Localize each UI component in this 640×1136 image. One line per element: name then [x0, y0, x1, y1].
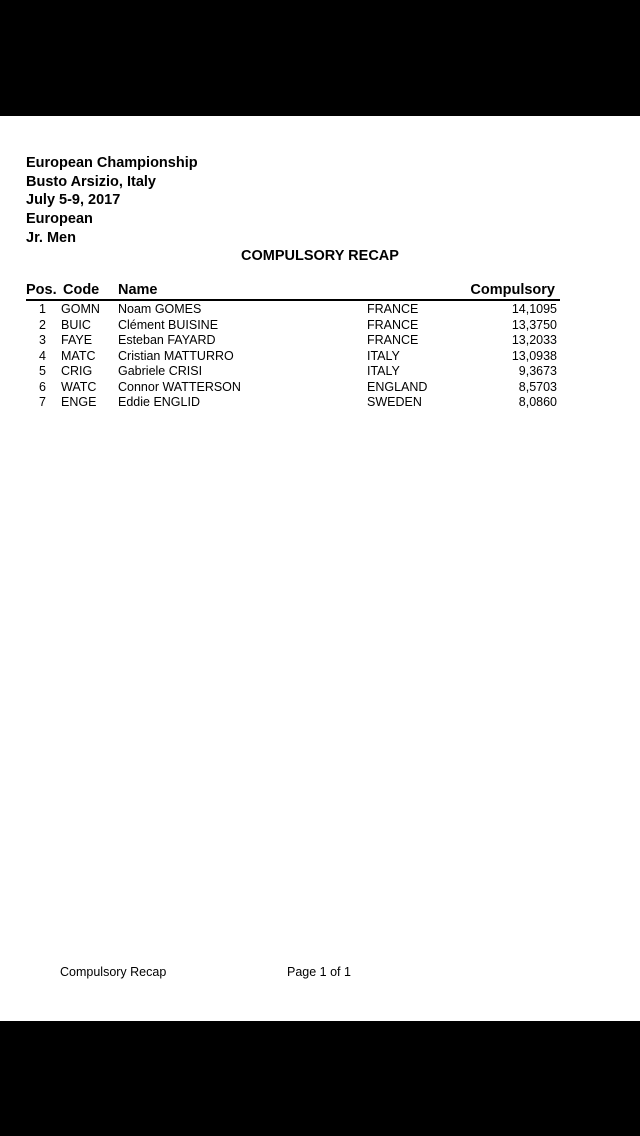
cell-nation: FRANCE — [367, 333, 419, 347]
table-row — [0, 380, 640, 396]
cell-nation: FRANCE — [367, 317, 419, 332]
cell-name: Cristian MATTURRO — [118, 348, 234, 363]
cell-code: CRIG — [61, 364, 93, 378]
column-header-pos: Pos. — [26, 282, 57, 298]
cell-code: BUIC — [61, 317, 91, 332]
table-row — [0, 364, 640, 380]
cell-score: 8,0860 — [518, 395, 557, 409]
cell-code: GOMN — [61, 302, 100, 316]
cell-code: MATC — [61, 348, 96, 363]
cell-pos: 5 — [39, 364, 46, 378]
cell-nation: FRANCE — [367, 302, 419, 316]
cell-name: Noam GOMES — [118, 302, 202, 316]
report-title: COMPULSORY RECAP — [241, 248, 399, 264]
footer-report-name: Compulsory Recap — [60, 965, 167, 979]
cell-score: 14,1095 — [511, 302, 557, 316]
cell-score: 13,0938 — [511, 348, 557, 363]
event-location: Busto Arsizio, Italy — [26, 173, 156, 190]
cell-pos: 6 — [39, 379, 46, 394]
footer-page-number: Page 1 of 1 — [287, 965, 351, 979]
cell-pos: 7 — [39, 395, 46, 409]
cell-name: Connor WATTERSON — [118, 379, 241, 394]
column-header-code: Code — [63, 282, 100, 298]
cell-name: Esteban FAYARD — [118, 333, 216, 347]
event-header — [26, 154, 198, 248]
column-header-name: Name — [118, 282, 158, 298]
cell-code: WATC — [61, 379, 97, 394]
cell-score: 13,2033 — [511, 333, 557, 347]
event-name: European Championship — [26, 155, 198, 171]
cell-score: 9,3673 — [518, 364, 557, 378]
table-row — [0, 318, 640, 334]
table-row — [0, 333, 640, 349]
cell-name: Gabriele CRISI — [118, 364, 203, 378]
document-page — [0, 116, 640, 1021]
cell-score: 8,5703 — [518, 379, 557, 394]
table-row — [0, 349, 640, 365]
cell-nation: SWEDEN — [367, 395, 422, 409]
cell-name: Eddie ENGLID — [118, 395, 200, 409]
header-rule — [26, 299, 560, 301]
table-row — [0, 302, 640, 318]
cell-pos: 3 — [39, 333, 46, 347]
column-header-compulsory: Compulsory — [470, 282, 555, 298]
cell-code: ENGE — [61, 395, 97, 409]
event-category: European — [26, 211, 93, 228]
cell-nation: ITALY — [367, 364, 400, 378]
cell-nation: ENGLAND — [367, 379, 428, 394]
cell-pos: 1 — [39, 302, 46, 316]
cell-pos: 4 — [39, 348, 46, 363]
cell-pos: 2 — [39, 317, 46, 332]
cell-name: Clément BUISINE — [118, 317, 219, 332]
event-division: Jr. Men — [26, 229, 76, 246]
results-table — [0, 302, 640, 411]
cell-score: 13,3750 — [511, 317, 557, 332]
cell-nation: ITALY — [367, 348, 400, 363]
event-dates: July 5-9, 2017 — [26, 192, 121, 209]
cell-code: FAYE — [61, 333, 93, 347]
table-row — [0, 395, 640, 411]
